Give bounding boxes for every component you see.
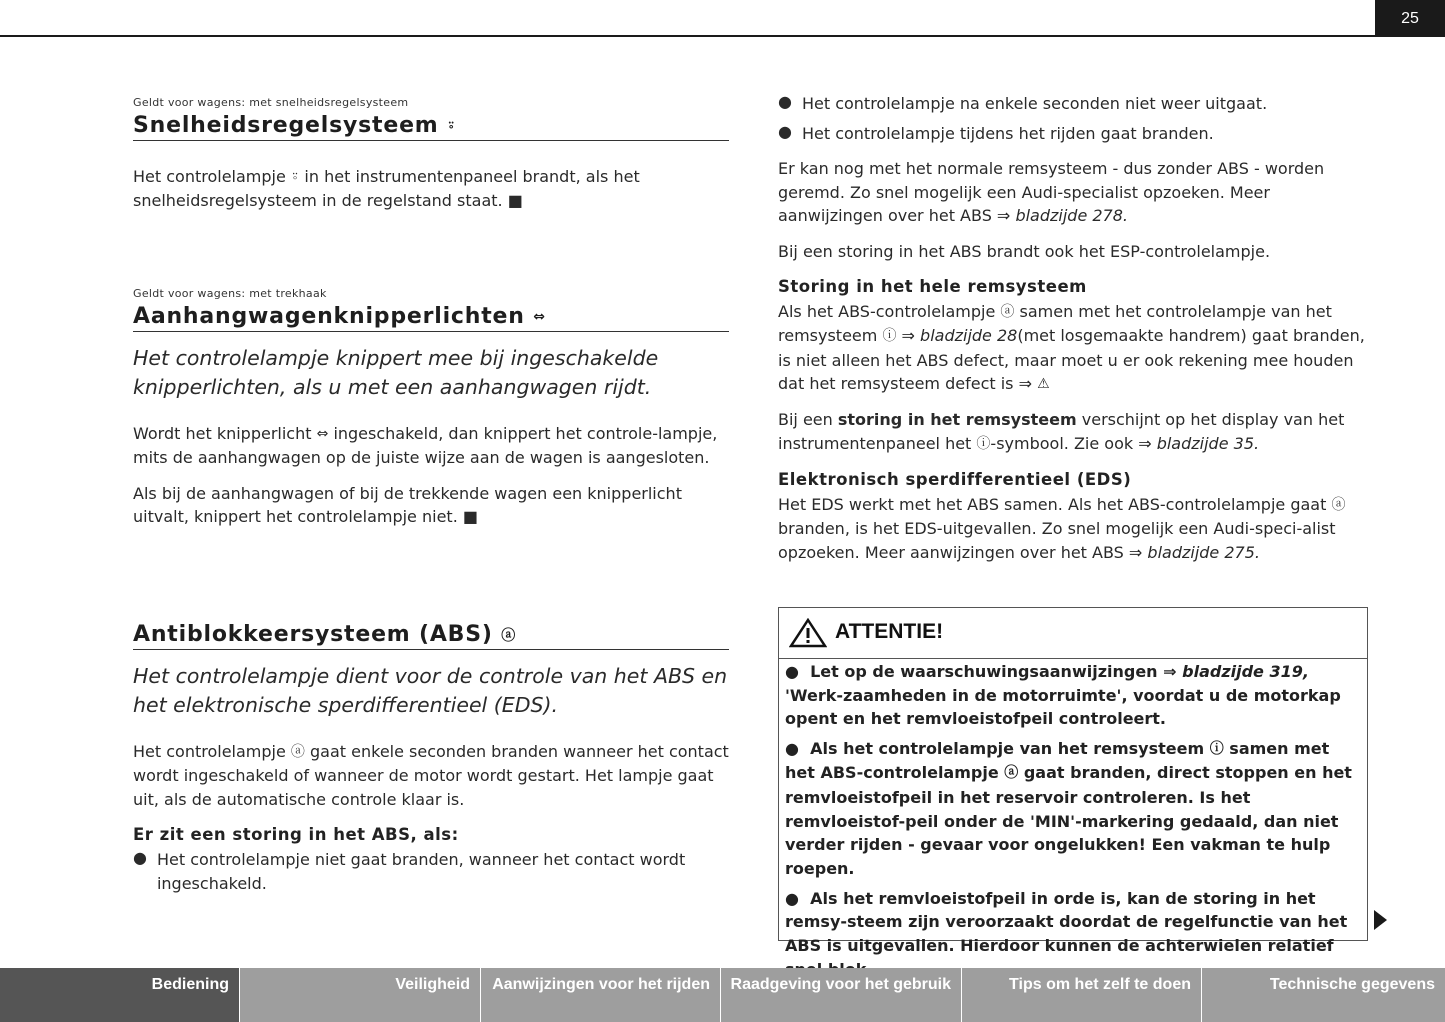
trailer-paragraph-1: Wordt het knipperlicht ⇔ ingeschakeld, dan knippert het controle-lampje, mits de aanhangwagen op de juiste wijze aan de wagen is aangesloten. <box>133 424 718 468</box>
cruise-control-icon: ⍤ <box>290 168 300 185</box>
warning-item-3: ● Als het remvloeistofpeil in orde is, kan de storing in het remsy-steem zijn veroorzaakt doordat de regelfunctie van het ABS is uitgevallen. Hierdoor kunnen de achterwielen relatief <box>785 888 1348 956</box>
warning-header <box>779 608 1367 659</box>
abs-paragraph: Het controlelampje ⓐ gaat enkele seconden branden wanneer het contact wordt ingeschakeld of wanneer de motor wordt gestart. Het lampje gaat uit, als de automatische controle klaar is. <box>133 742 729 809</box>
abs-icon: ⓐ <box>290 743 305 760</box>
brake-icon: ⓘ <box>976 435 991 452</box>
tab-technische-gegevens[interactable]: Technische gegevens <box>1202 968 1445 1022</box>
continue-arrow-icon <box>1374 910 1387 930</box>
warning-triangle-icon <box>789 618 827 648</box>
applies-note: Geldt voor wagens: met trekhaak <box>133 287 327 300</box>
warning-triangle-icon: ⚠ <box>1037 375 1050 392</box>
page-reference: bladzijde 275. <box>1147 542 1260 562</box>
page-reference: bladzijde 35. <box>1156 433 1260 453</box>
page-reference: bladzijde 28 <box>920 326 1018 346</box>
list-item: ● Het controlelampje na enkele seconden niet weer uitgaat. <box>778 92 1268 113</box>
warning-title: ATTENTIE! <box>835 620 944 643</box>
list-item: ● Het controlelampje niet gaat branden, wanneer het contact wordt ingeschakeld. <box>133 848 686 893</box>
esp-paragraph: Bij een storing in het ABS brandt ook het ESP-controlelampje. <box>778 241 1271 261</box>
warning-item-1: ● Let op de waarschuwingsaanwijzingen ⇒ bladzijde 319, 'Werk-zaamheden in de motorruimte', voordat u de motorkap opent en het remvloeistofpeil controleert. <box>785 662 1341 729</box>
list-item: ● Het controlelampje tijdens het rijden gaat branden. <box>778 121 1214 143</box>
brake-icon: ⓘ <box>882 328 897 344</box>
warning-box <box>778 607 1368 956</box>
tab-tips[interactable]: Tips om het zelf te doen <box>962 968 1202 1022</box>
top-rule <box>0 35 1375 37</box>
page-reference: bladzijde 278. <box>1015 206 1128 225</box>
applies-note: Geldt voor wagens: met snelheidsregelsysteem <box>133 96 409 109</box>
tab-aanwijzingen[interactable]: Aanwijzingen voor het rijden <box>481 968 721 1022</box>
trailer-indicator-icon: ⇔ <box>316 425 329 442</box>
cruise-control-icon: ⍤ <box>447 118 457 134</box>
abs-fault-heading: Er zit een storing in het ABS, als: <box>133 825 459 845</box>
section-title-abs: Antiblokkeersysteem (ABS) ⓐ <box>133 622 729 650</box>
section-title-trailer: Aanhangwagenknipperlichten ⇔ <box>133 304 729 332</box>
brake-system-heading: Storing in het hele remsysteem <box>778 277 1087 296</box>
abs-icon: ⓐ <box>1331 496 1346 513</box>
trailer-paragraph-2: Als bij de aanhangwagen of bij de trekkende wagen een knipperlicht uitvalt, knippert het controlelampje niet. ■ <box>133 483 682 527</box>
abs-section <box>133 622 729 895</box>
warning-item-2: ● Als het controlelampje van het remsysteem ⓘ samen met het ABS-controlelampje ⓐ gaat branden, direct stoppen en het remvloeistofpeil in het reservoir controleren. Is het remvloeistof-peil onder de 'MIN'-markering gedaald, dan niet verder rijden - gevaar voor ongelukken! Een vakman te hulp roepen. <box>785 739 1352 878</box>
abs-lead: Het controlelampje dient voor de controle van het ABS en het elektronische sperdifferentieel (EDS). <box>133 664 728 717</box>
cruise-paragraph: Het controlelampje ⍤ in het instrumentenpaneel brandt, als het snelheidsregelsysteem in de regelstand staat. ■ <box>133 167 640 211</box>
section-title-cruise: Snelheidsregelsysteem ⍤ <box>133 113 729 141</box>
page-reference: bladzijde 319, <box>1182 662 1309 681</box>
trailer-section <box>133 287 729 529</box>
eds-paragraph: Het EDS werkt met het ABS samen. Als het ABS-controlelampje gaat ⓐ branden, is het EDS-uitgevallen. Zo snel mogelijk een Audi-speci-alist opzoeken. Meer aanwijzingen over het ABS ⇒ bladzijde 275. <box>778 495 1346 562</box>
abs-icon: ⓐ <box>1004 765 1019 782</box>
trailer-indicator-icon: ⇔ <box>533 309 546 325</box>
trailer-lead: Het controlelampje knippert mee bij ingeschakelde knipperlichten, als u met een aanhangwagen rijdt. <box>133 346 659 399</box>
tab-veiligheid[interactable]: Veiligheid <box>240 968 481 1022</box>
chapter-nav <box>0 968 1445 1022</box>
abs-icon: ⓐ <box>501 628 517 644</box>
brake-system-paragraph: Als het ABS-controlelampje ⓐ samen met het controlelampje van het remsysteem ⓘ ⇒ bladzijde 28(met losgemaakte handrem) gaat branden, is niet alleen het ABS defect, maar moet u er ook rekening mee houden dat het remsysteem defect is ⇒ ⚠ <box>778 300 1370 396</box>
display-paragraph: Bij een storing in het remsysteem verschijnt op het display van het instrumentenpaneel het ⓘ-symbool. Zie ook ⇒ bladzijde 35. <box>778 408 1370 456</box>
brake-icon: ⓘ <box>1209 740 1224 757</box>
abs-normal-brake-paragraph: Er kan nog met het normale remsysteem - dus zonder ABS - worden geremd. Zo snel mogelijk een Audi-specialist opzoeken. Meer aanwijzingen over het ABS ⇒ bladzijde 278. <box>778 159 1325 225</box>
tab-bediening[interactable]: Bediening <box>0 968 240 1022</box>
abs-icon: ⓐ <box>1000 303 1015 320</box>
page-number: 25 <box>1375 0 1445 37</box>
eds-heading: Elektronisch sperdifferentieel (EDS) <box>778 470 1132 489</box>
cruise-section <box>133 96 729 213</box>
tab-raadgeving[interactable]: Raadgeving voor het gebruik <box>721 968 962 1022</box>
right-column <box>778 92 1370 564</box>
warning-body <box>785 660 1363 987</box>
